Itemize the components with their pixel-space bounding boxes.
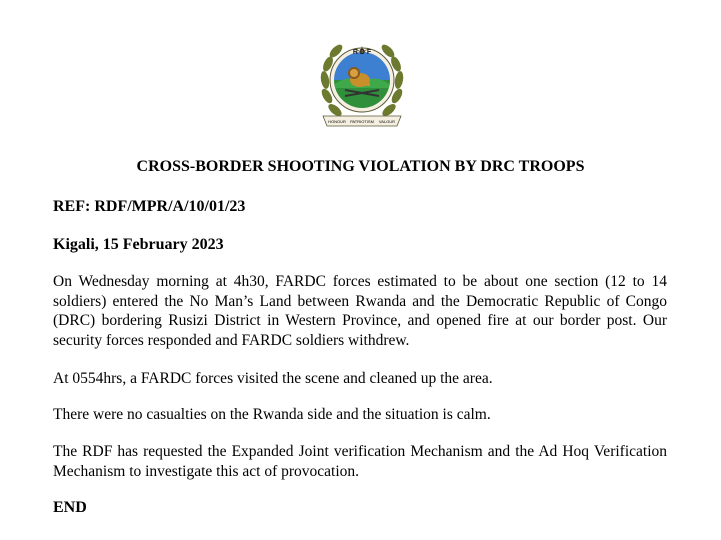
motto-word: PATRIOTISM [350,119,374,124]
document-title: CROSS-BORDER SHOOTING VIOLATION BY DRC TROOPS [136,158,585,175]
motto-word: HONOUR [328,119,346,124]
body-paragraph: On Wednesday morning at 4h30, FARDC forces estimated to be about one section (12 to 14 soldiers) entered the No Man’s Land between Rwanda and the Democratic Republic of Congo (DRC) bordering Rusizi District in Western Province, and opened fire at our border post. Our security forces responded and FARDC soldiers withdrew. [53,273,667,349]
body-paragraph: At 0554hrs, a FARDC forces visited the scene and cleaned up the area. [53,370,493,387]
place-date: Kigali, 15 February 2023 [53,236,224,253]
reference-number: REF: RDF/MPR/A/10/01/23 [53,198,246,215]
emblem-acronym: R D F [352,49,372,56]
rdf-emblem-logo [315,30,409,136]
body-paragraph: There were no casualties on the Rwanda side and the situation is calm. [53,406,491,423]
body-paragraph: The RDF has requested the Expanded Joint verification Mechanism and the Ad Hoq Verification Mechanism to investigate this act of provocation. [53,443,667,480]
motto-word: VALOUR [378,119,396,124]
closing-end: END [53,499,87,516]
